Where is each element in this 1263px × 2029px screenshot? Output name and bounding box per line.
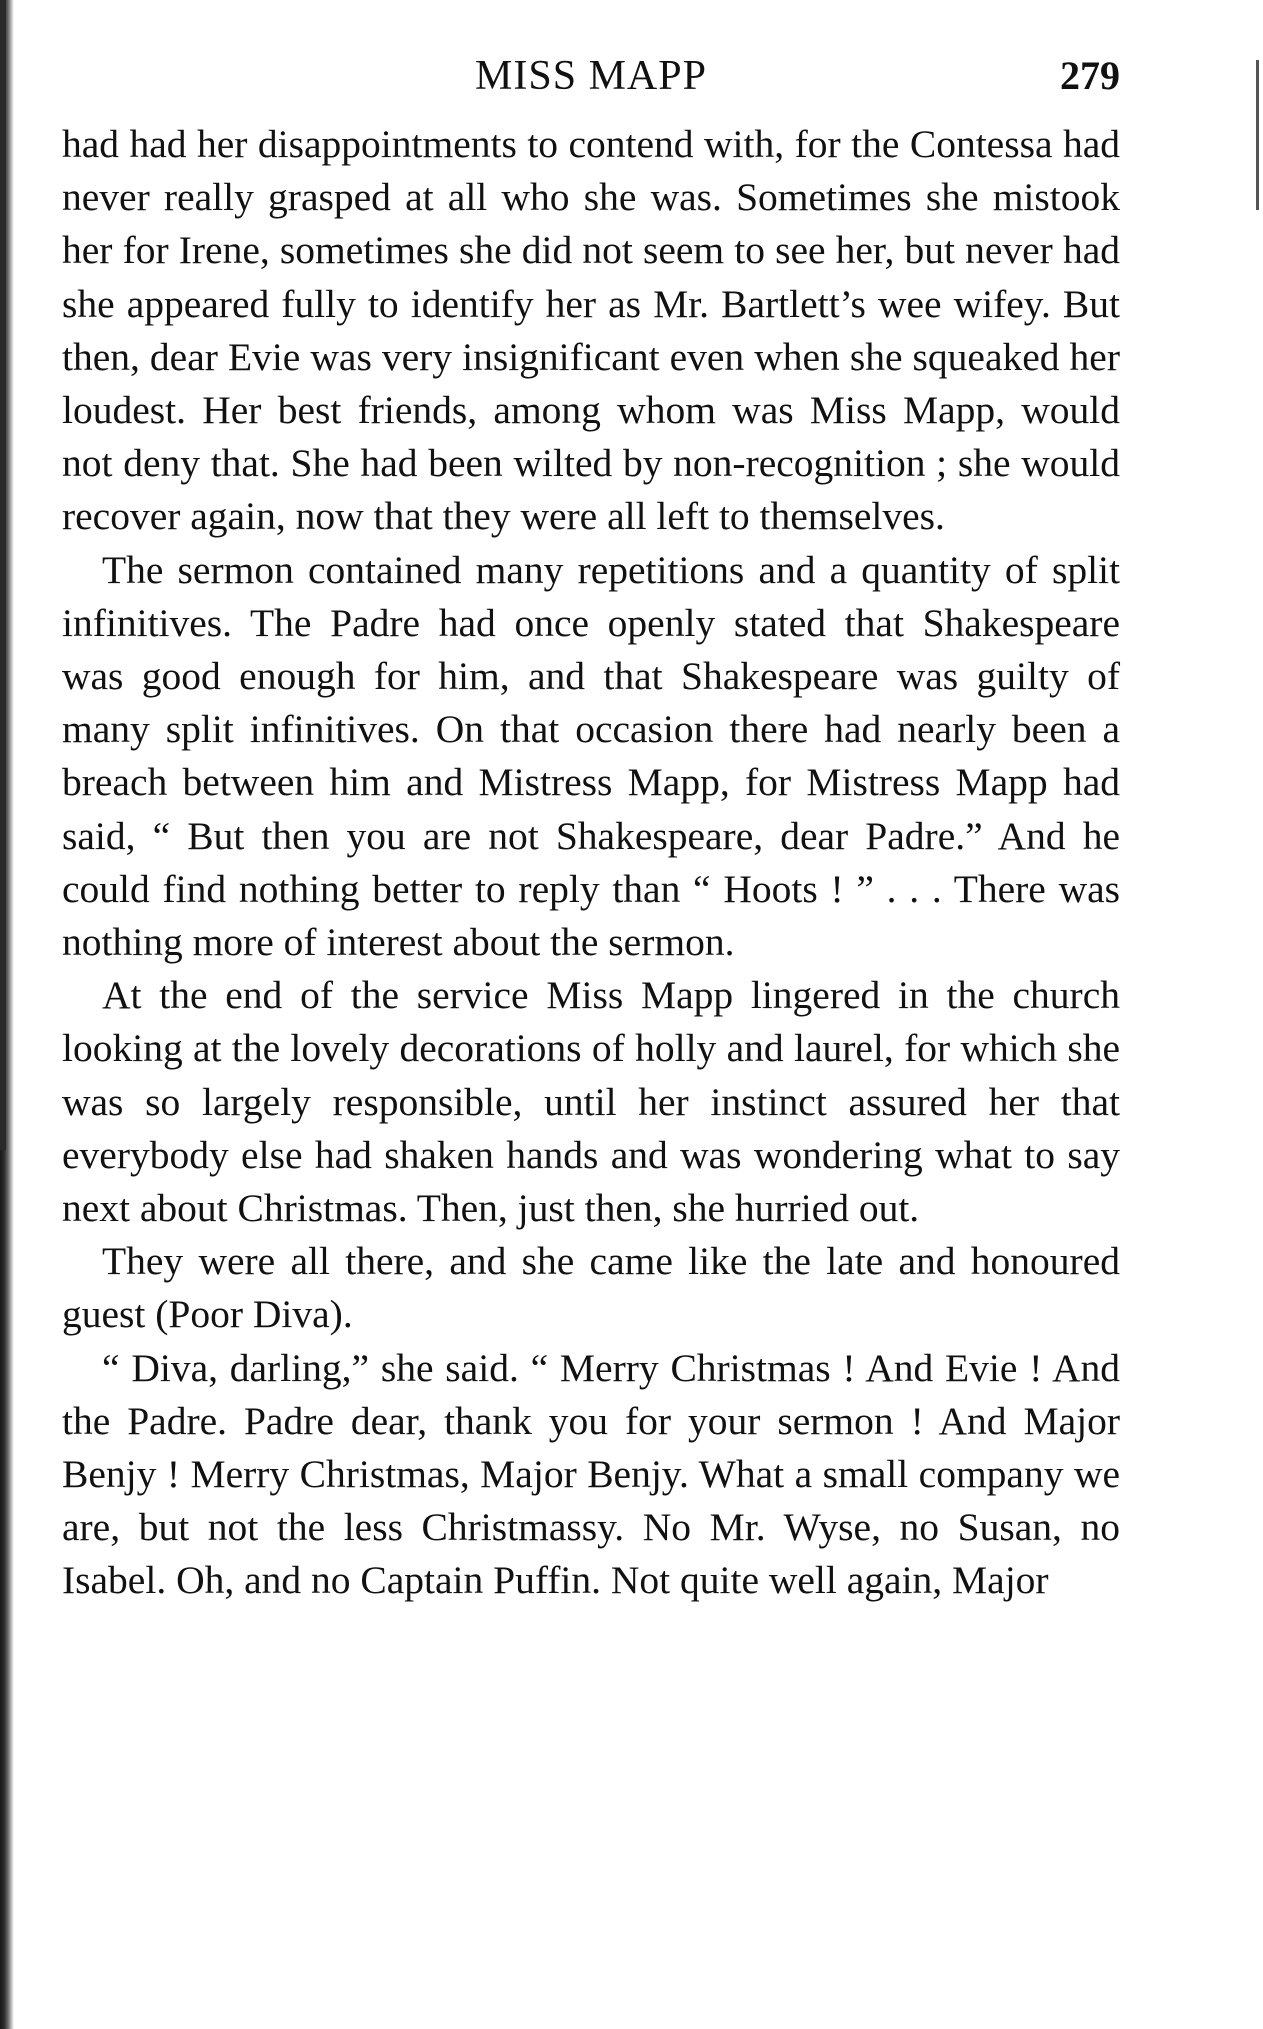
paragraph-5: “ Diva, darling,” she said. “ Merry Christmas ! And Evie ! And the Padre. Padre dear, thank you for your sermon ! And Major Benjy ! Merry Christmas, Major Benjy. What a small company we are, but not the less Christmassy. No Mr. Wyse, no Susan, no Isabel. Oh, and no Captain Puffin. Not quite well again, Major [62, 1345, 1120, 1603]
paragraph-1: had had her disappointments to contend with, for the Contessa had never really grasped at all who she was. Sometimes she mistook her for Irene, sometimes she did not seem to see her, but never had she appeared fully to identify her as Mr. Bartlett’s wee wifey. But then, dear Evie was very insignificant even when she squeaked her loudest. Her best friends, among whom was Miss Mapp, would not deny that. She had been wilted by non-recognition ; she would recover again, now that they were all left to themselves. [62, 122, 1120, 539]
paragraph-3: At the end of the service Miss Mapp lingered in the church looking at the lovely decorations of holly and laurel, for which she was so largely responsible, until her instinct assured her that everybody else had shaken hands and was wondering what to say next about Christmas. Then, just then, she hurried out. [62, 973, 1120, 1231]
scan-edge-mark [1256, 60, 1259, 210]
binding-edge [0, 0, 6, 1150]
paragraph-2: The sermon contained many repetitions and a quantity of split infinitives. The Padre had once openly stated that Shakespeare was good enough for him, and that Shakespeare was guilty of many split infinitives. On that occasion there had nearly been a breach between him and Mistress Mapp, for Mistress Mapp had said, “ But then you are not Shakespeare, dear Padre.” And he could find nothing better to reply than “ Hoots ! ” . . . There was nothing more of interest about the sermon. [62, 547, 1120, 965]
running-head: MISS MAPP [475, 53, 707, 99]
page-number: 279 [1060, 53, 1120, 98]
paragraph-4: They were all there, and she came like the late and honoured guest (Poor Diva). [62, 1239, 1120, 1337]
body-text [62, 118, 1120, 1608]
page-header [62, 48, 1120, 104]
